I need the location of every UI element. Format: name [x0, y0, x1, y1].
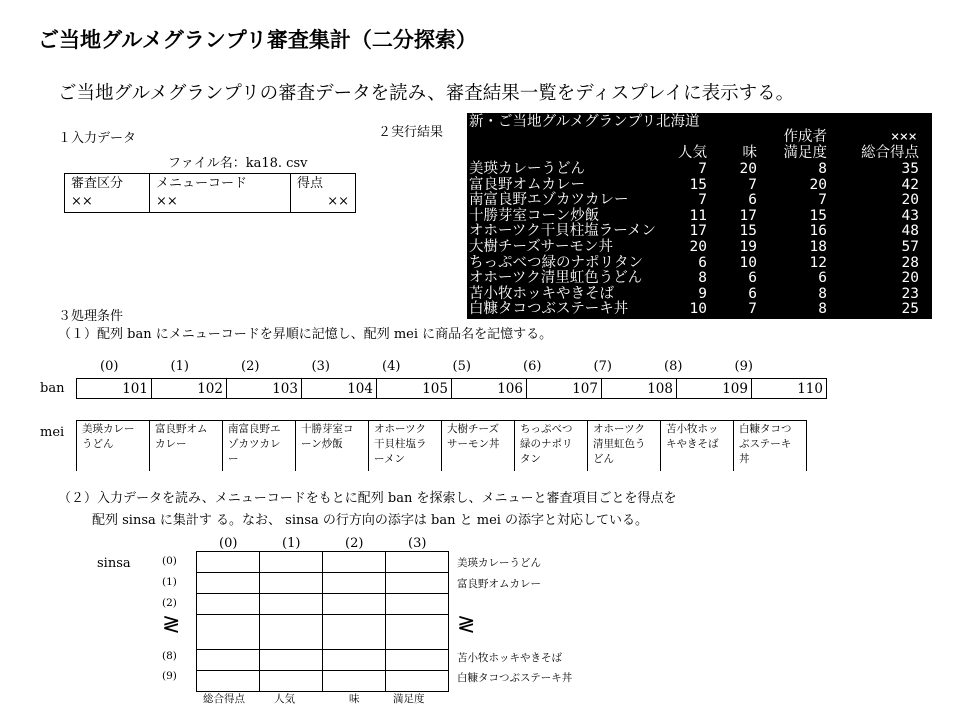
console-row-value: 43 — [901, 207, 919, 224]
console-row-value: 8 — [818, 301, 827, 318]
ban-index: (1) — [170, 359, 189, 374]
mei-cell-line: 南富良野エ — [228, 423, 281, 435]
input-cell — [291, 174, 356, 213]
mei-cell — [588, 421, 661, 472]
sinsa-row — [197, 573, 449, 594]
mei-cell-line: どん — [593, 453, 614, 465]
page-subtitle: ご当地グルメグランプリの審査データを読み、審査結果一覧をディスプレイに表示する。 — [58, 83, 795, 104]
ban-cell: 103 — [227, 379, 302, 399]
file-name: ファイル名：ka18. csv — [168, 156, 308, 171]
sinsa-cell — [260, 594, 323, 615]
sinsa-row — [197, 671, 449, 692]
console-row-value: 8 — [698, 270, 707, 287]
console-row-name: オホーツク干貝柱塩ラーメン — [469, 223, 657, 240]
sinsa-cell — [323, 650, 386, 671]
mei-cell — [223, 421, 296, 472]
sinsa-col-name: 満足度 — [393, 693, 425, 705]
mei-label: mei — [40, 425, 65, 440]
console-row-value: 18 — [809, 239, 827, 255]
console-row-value: 17 — [689, 223, 707, 240]
console-row-value: 6 — [748, 285, 757, 302]
console-col-header: 味 — [742, 145, 757, 161]
process-heading: ３処理条件 — [58, 309, 124, 324]
sinsa-row-name: 苫小牧ホッキやきそば — [457, 652, 562, 664]
result-heading: ２実行結果 — [378, 125, 444, 140]
console-row-value: 10 — [739, 254, 757, 271]
ban-index: (8) — [664, 359, 683, 374]
ban-array — [76, 378, 827, 399]
sinsa-cell — [197, 573, 260, 594]
sinsa-col-name: 総合得点 — [203, 693, 245, 705]
ban-cell: 105 — [377, 379, 452, 399]
sinsa-cell — [197, 552, 260, 573]
console-row-value: 15 — [809, 207, 827, 224]
input-header: 審査区分 — [71, 176, 124, 191]
sinsa-row-index: (9) — [162, 670, 177, 682]
sinsa-col-index: (3) — [408, 536, 427, 551]
console-row-name: 南富良野エゾカツカレー — [469, 192, 629, 209]
sinsa-cell — [197, 615, 260, 650]
console-row-name: 苫小牧ホッキやきそば — [469, 285, 614, 302]
mei-cell-line: 苫小牧ホッ — [666, 423, 719, 435]
ban-cell: 104 — [302, 379, 377, 399]
console-row-value: 20 — [901, 270, 919, 287]
console-row-value: 28 — [901, 254, 919, 271]
condition-1: （１）配列 ban にメニューコードを昇順に記憶し、配列 mei に商品名を記憶する。 — [58, 327, 553, 342]
sinsa-col-name: 人気 — [274, 693, 295, 705]
console-row-value: 6 — [818, 270, 827, 287]
sinsa-cell — [260, 671, 323, 692]
console-row-value: 25 — [901, 301, 919, 318]
mei-cell-line: サーモン丼 — [447, 438, 500, 450]
console-row-value: 19 — [739, 239, 757, 255]
console-row-value: 8 — [818, 161, 827, 177]
sinsa-row-index: (8) — [162, 650, 177, 662]
sinsa-cell — [323, 573, 386, 594]
mei-cell-line: 十勝芽室コ — [301, 423, 354, 435]
mei-cell — [369, 421, 442, 472]
sinsa-cell — [323, 552, 386, 573]
console-row-value: 9 — [698, 285, 707, 302]
ban-cell: 102 — [152, 379, 227, 399]
sinsa-cell — [260, 650, 323, 671]
console-row-value: 17 — [739, 207, 757, 224]
console-row-name: 美瑛カレーうどん — [469, 161, 585, 177]
sinsa-cell — [386, 671, 449, 692]
ban-cell: 109 — [677, 379, 752, 399]
console-row-value: 20 — [809, 176, 827, 193]
console-author-label: 作成者 — [783, 129, 827, 145]
sinsa-array — [196, 551, 449, 692]
console-row-name: 大樹チーズサーモン丼 — [469, 239, 613, 255]
ban-cell: 107 — [527, 379, 602, 399]
mei-cell-line: 清里虹色う — [593, 438, 646, 450]
sinsa-cell — [323, 615, 386, 650]
console-row-value: 7 — [698, 192, 707, 209]
input-value: ×× — [156, 194, 178, 209]
sinsa-row-index: (1) — [162, 576, 177, 588]
console-row-value: 35 — [901, 161, 919, 177]
mei-cell-line: ー — [228, 453, 239, 465]
mei-cell-line: ーン炒飯 — [301, 438, 343, 450]
mei-cell-line: 白糠タコつ — [739, 423, 792, 435]
console-row-value: 8 — [818, 285, 827, 302]
mei-cell — [442, 421, 515, 472]
ban-index: (4) — [382, 359, 401, 374]
mei-cell-line: ぶステーキ — [739, 438, 792, 450]
sinsa-col-index: (2) — [345, 536, 364, 551]
ban-cell: 101 — [77, 379, 152, 399]
console-row-name: 富良野オムカレー — [469, 176, 585, 193]
sinsa-row-name: 美瑛カレーうどん — [457, 557, 541, 569]
input-header: 得点 — [297, 176, 324, 191]
console-row-name: 白糠タコつぶステーキ丼 — [469, 301, 629, 318]
mei-cell — [515, 421, 588, 472]
mei-cell-line: キやきそば — [666, 438, 719, 450]
ban-cell: 106 — [452, 379, 527, 399]
input-heading: １入力データ — [58, 131, 137, 146]
console-row-name: オホーツク清里虹色うどん — [469, 270, 643, 287]
mei-cell-line: 丼 — [739, 453, 750, 465]
mei-cell-line: 大樹チーズ — [447, 423, 499, 435]
mei-cell-line: 緑のナポリ — [520, 438, 573, 450]
sinsa-col-index: (1) — [282, 536, 301, 551]
input-value: ×× — [327, 194, 349, 209]
sinsa-col-index: (0) — [219, 536, 238, 551]
mei-array — [76, 420, 807, 471]
mei-cell — [296, 421, 369, 472]
ban-cell: 110 — [752, 379, 827, 399]
console-row-name: 十勝芽室コーン炒飯 — [469, 207, 600, 224]
console-row-value: 6 — [748, 192, 757, 209]
sinsa-row-index: (0) — [162, 555, 177, 567]
mei-cell-line: オホーツク — [374, 423, 426, 435]
mei-cell — [661, 421, 734, 472]
mei-cell-line: うどん — [82, 438, 114, 450]
console-row-name: ちっぷべつ緑のナポリタン — [469, 254, 643, 271]
sinsa-cell — [260, 615, 323, 650]
sinsa-cell — [386, 573, 449, 594]
sinsa-cell — [323, 671, 386, 692]
mei-cell — [77, 421, 150, 472]
console-row-value: 7 — [698, 161, 707, 177]
page-title: ご当地グルメグランプリ審査集計（二分探索） — [38, 28, 477, 52]
console-row-value: 6 — [698, 254, 707, 271]
mei-cell — [734, 421, 807, 472]
omission-mark-right: ≷ — [457, 612, 476, 637]
console-row-value: 6 — [748, 270, 757, 287]
console-row-value: 15 — [689, 176, 707, 193]
console-col-header: 満足度 — [783, 145, 827, 161]
console-row-value: 57 — [901, 239, 919, 255]
console-row-value: 15 — [739, 223, 757, 240]
console-row-value: 7 — [818, 192, 827, 209]
sinsa-cell — [260, 573, 323, 594]
console-col-header: 人気 — [678, 145, 707, 161]
input-header: メニューコード — [156, 176, 248, 191]
sinsa-cell — [386, 552, 449, 573]
console-row-value: 20 — [901, 192, 919, 209]
console-row-value: 11 — [689, 207, 707, 224]
console-row-value: 16 — [809, 223, 827, 240]
ban-cell: 108 — [602, 379, 677, 399]
ban-label: ban — [40, 381, 65, 396]
input-cell — [150, 174, 291, 213]
condition-2-line2: 配列 sinsa に集計す る。なお、 sinsa の行方向の添字は ban と mei の添字と対応している。 — [92, 513, 649, 528]
mei-cell-line: 富良野オム — [155, 423, 208, 435]
sinsa-row — [197, 615, 449, 650]
sinsa-cell — [386, 594, 449, 615]
ban-index: (9) — [734, 359, 753, 374]
sinsa-cell — [323, 594, 386, 615]
mei-cell-line: カレー — [155, 438, 187, 450]
sinsa-cell — [197, 594, 260, 615]
input-record-table — [64, 173, 356, 213]
sinsa-cell — [197, 671, 260, 692]
console-row-value: 48 — [901, 223, 919, 240]
input-cell — [65, 174, 150, 213]
sinsa-col-name: 味 — [349, 693, 360, 705]
mei-cell-line: タン — [520, 453, 541, 465]
mei-cell-line: ちっぷべつ — [520, 423, 573, 435]
sinsa-row-name: 富良野オムカレー — [457, 578, 541, 590]
ban-index: (7) — [593, 359, 612, 374]
ban-index: (3) — [311, 359, 330, 374]
omission-mark-left: ≷ — [162, 612, 181, 637]
sinsa-cell — [197, 650, 260, 671]
console-row-value: 7 — [748, 301, 757, 318]
console-row-value: 42 — [901, 176, 919, 193]
ban-index: (2) — [241, 359, 260, 374]
console-row-value: 20 — [739, 161, 757, 177]
sinsa-label: sinsa — [97, 556, 131, 571]
condition-2-line1: （２）入力データを読み、メニューコードをもとに配列 ban を探索し、メニューと審査項目ごとを得点を — [58, 491, 677, 506]
mei-cell-line: オホーツク — [593, 423, 645, 435]
input-value: ×× — [71, 194, 93, 209]
ban-index: (5) — [452, 359, 471, 374]
sinsa-row-index: (2) — [162, 597, 177, 609]
ban-index: (0) — [100, 359, 119, 374]
sinsa-cell — [386, 615, 449, 650]
sinsa-row — [197, 594, 449, 615]
mei-cell-line: 干貝柱塩ラ — [374, 438, 427, 450]
console-row-value: 23 — [901, 285, 919, 302]
mei-cell-line: 美瑛カレー — [82, 423, 135, 435]
console-row-value: 10 — [689, 301, 707, 318]
sinsa-cell — [260, 552, 323, 573]
mei-cell-line: ーメン — [374, 453, 405, 465]
ban-index: (6) — [523, 359, 542, 374]
console-row-value: 20 — [689, 239, 707, 255]
sinsa-row — [197, 650, 449, 671]
console-row-value: 12 — [809, 254, 827, 271]
sinsa-row-name: 白糠タコつぶステーキ丼 — [457, 672, 573, 684]
sinsa-row — [197, 552, 449, 573]
console-output — [467, 113, 932, 319]
console-col-header: 総合得点 — [861, 145, 919, 161]
console-row-value: 7 — [748, 176, 757, 193]
console-title: 新・ご当地グルメグランプリ北海道 — [469, 114, 700, 130]
mei-cell — [150, 421, 223, 472]
mei-cell-line: ゾカツカレ — [228, 438, 281, 450]
console-author-name: ××× — [890, 129, 917, 145]
sinsa-cell — [386, 650, 449, 671]
